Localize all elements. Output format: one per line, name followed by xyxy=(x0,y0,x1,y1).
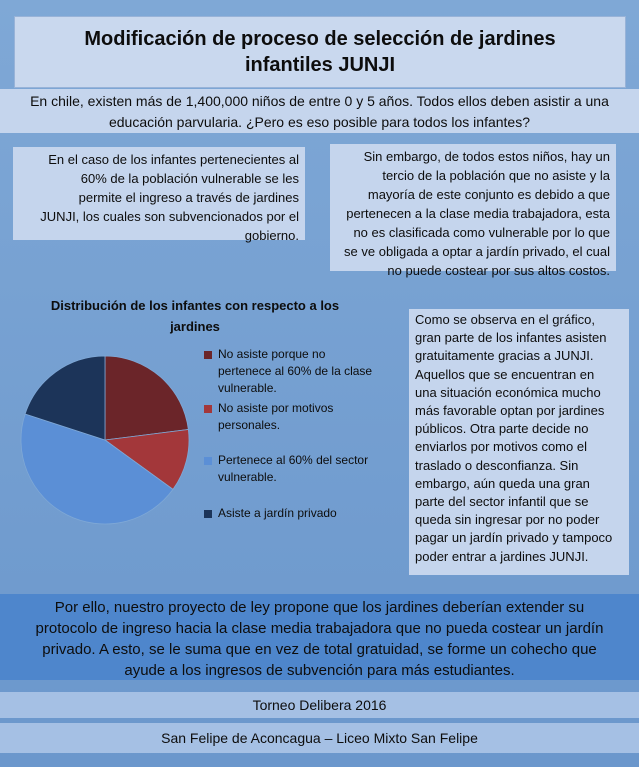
legend-swatch xyxy=(204,457,212,465)
intro-banner xyxy=(0,89,639,133)
text-line: no es clasificada como vulnerable por lo que xyxy=(353,225,610,240)
legend-swatch xyxy=(204,405,212,413)
chart-title xyxy=(40,295,350,337)
text-line: se ve obligada a optar a jardín privado, el cual xyxy=(344,244,610,259)
pie-chart xyxy=(15,350,195,530)
legend-item-motivos-personales xyxy=(204,400,404,434)
legend-swatch xyxy=(204,351,212,359)
footer-banner xyxy=(0,723,639,753)
event-name: Torneo Delibera 2016 xyxy=(252,697,387,713)
text-line: no puede costear por sus altos costos. xyxy=(387,263,610,278)
event-banner xyxy=(0,692,639,718)
text-line: traslado o desconfianza. Sin xyxy=(415,457,579,473)
title-banner xyxy=(14,16,626,88)
text-line: queda sin ingresar por no poder xyxy=(415,512,600,528)
intro-line-1: En chile, existen más de 1,400,000 niños de entre 0 y 5 años. Todos ellos deben asistir a una xyxy=(30,93,609,109)
legend-label-line: vulnerable. xyxy=(218,381,277,395)
chart-title-line-2: jardines xyxy=(170,319,220,334)
text-line: una situación económica mucho xyxy=(415,384,601,400)
legend-label-line: personales. xyxy=(218,418,281,432)
text-line: ayude a los ingresos de subvención para más estudiantes. xyxy=(124,662,515,679)
text-line: parte del sector infantil que se xyxy=(415,494,589,510)
text-line: mayoría de este conjunto es debido a que xyxy=(367,187,610,202)
text-line: más favorable optan por jardines xyxy=(415,403,605,419)
legend-label-line: pertenece al 60% de la clase xyxy=(218,364,373,378)
text-line: En el caso de los infantes pertenecientes al xyxy=(48,152,299,167)
text-line: pagar un jardín privado y tampoco xyxy=(415,530,613,546)
text-line: públicos. Otra parte decide no xyxy=(415,421,589,437)
text-line: embargo, aún queda una gran xyxy=(415,475,590,491)
text-line: protocolo de ingreso hacia la clase media trabajadora que no pueda costear un jardín xyxy=(35,620,604,637)
text-line: Como se observa en el gráfico, xyxy=(415,312,595,327)
text-line: 60% de la población vulnerable se les xyxy=(80,171,299,186)
legend-item-jardin-privado xyxy=(204,505,404,522)
legend-label-line: vulnerable. xyxy=(218,470,277,484)
text-line: permite el ingreso a través de jardines xyxy=(78,190,299,205)
middle-class-info-box xyxy=(330,144,616,278)
page-title-line-2: infantiles JUNJI xyxy=(244,54,396,76)
footer-text: San Felipe de Aconcagua – Liceo Mixto San Felipe xyxy=(161,730,478,746)
text-line: poder entrar a jardines JUNJI. xyxy=(415,548,589,564)
legend-item-no-asiste-clase xyxy=(204,346,404,397)
chart-title-line-1: Distribución de los infantes con respecto a los xyxy=(50,298,340,313)
text-line: pertenecen a la clase media trabajadora, esta xyxy=(346,206,610,221)
text-line: gobierno. xyxy=(244,228,299,243)
legend-label-line: No asiste porque no xyxy=(218,347,326,361)
text-line: enviarlos por motivos como el xyxy=(415,439,587,455)
intro-line-2: educación parvularia. ¿Pero es eso posible para todos los infantes? xyxy=(108,114,531,130)
text-line: Aquellos que se encuentran en xyxy=(415,366,595,382)
conclusion-banner xyxy=(0,594,639,680)
text-line: JUNJI, los cuales son subvencionados por el xyxy=(40,209,299,224)
vulnerable-info-box xyxy=(13,147,305,243)
page-title-line-1: Modificación de proceso de selección de jardines xyxy=(84,28,556,50)
chart-analysis-box xyxy=(409,309,629,575)
text-line: gratuitamente gracias a JUNJI. xyxy=(415,348,594,364)
legend-label-line: Asiste a jardín privado xyxy=(218,506,337,520)
text-line: Por ello, nuestro proyecto de ley propone que los jardines deberían extender su xyxy=(54,599,585,616)
legend-item-sector-vulnerable xyxy=(204,452,404,486)
legend-swatch xyxy=(204,510,212,518)
text-line: gran parte de los infantes asisten xyxy=(415,330,607,346)
legend-label-line: Pertenece al 60% del sector xyxy=(218,453,369,467)
text-line: privado. A esto, se le suma que en vez de total gratuidad, se forme un cohecho que xyxy=(42,641,597,658)
pie-slice-no-asiste-clase xyxy=(105,356,188,440)
text-line: tercio de la población que no asiste y la xyxy=(382,168,610,183)
legend-label-line: No asiste por motivos xyxy=(218,401,334,415)
text-line: Sin embargo, de todos estos niños, hay un xyxy=(363,149,610,164)
